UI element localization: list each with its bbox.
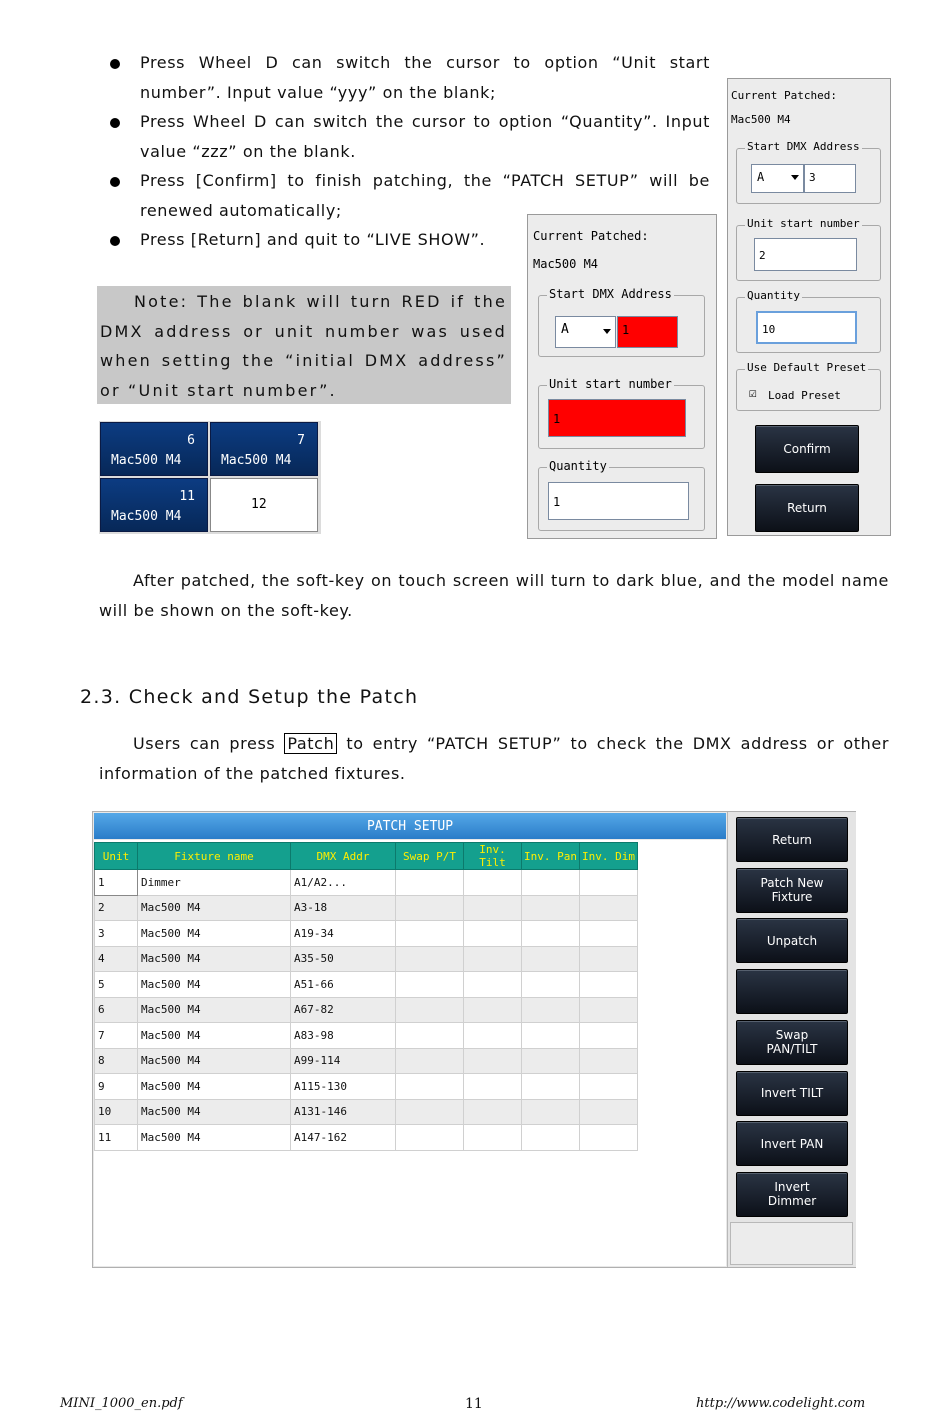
table-cell [464,870,522,896]
softkey-6[interactable] [100,422,208,476]
table-cell [464,1125,522,1151]
bullet-item [110,48,710,107]
table-cell [396,921,464,947]
table-row[interactable] [95,1023,638,1049]
table-cell: A51-66 [291,972,396,998]
patch-table-area [94,840,726,1266]
unit-start-legend: Unit start number [747,217,860,230]
softkey-7[interactable] [210,422,318,476]
table-cell [580,997,638,1023]
table-cell: A131-146 [291,1099,396,1125]
table-cell [396,1099,464,1125]
table-cell [396,1048,464,1074]
softkey-number: 11 [179,489,195,504]
universe-select[interactable]: A [751,164,804,193]
current-patched-value: Mac500 M4 [731,113,791,126]
table-cell [396,1074,464,1100]
table-cell [522,946,580,972]
table-cell [464,997,522,1023]
table-cell: 9 [95,1074,138,1100]
table-cell [396,997,464,1023]
bullet-dot-icon [110,118,120,128]
load-preset-checkbox[interactable]: ☑ [749,386,757,401]
patch-setup-title: PATCH SETUP [94,813,726,839]
load-preset-label: Load Preset [768,389,841,402]
table-cell: 1 [95,870,138,896]
dmx-address-group [736,140,881,204]
table-row[interactable] [95,921,638,947]
table-cell [580,921,638,947]
table-row[interactable] [95,946,638,972]
table-cell: Mac500 M4 [138,1048,291,1074]
patch-dialog-red [527,214,717,539]
table-cell [522,972,580,998]
table-cell [464,895,522,921]
dmx-address-input[interactable]: 1 [617,316,678,348]
unit-start-legend: Unit start number [549,377,672,391]
table-cell [464,972,522,998]
table-cell [522,1074,580,1100]
quantity-group [736,289,881,353]
bullet-text: Press Wheel D can switch the cursor to option “Quantity”. Input value “zzz” on the blank. [140,112,710,161]
table-row[interactable] [95,895,638,921]
patch-button-panel [727,812,856,1267]
patch-dialog [727,78,891,536]
confirm-button[interactable]: Confirm [755,425,859,473]
table-cell [522,997,580,1023]
table-cell: 8 [95,1048,138,1074]
table-cell [522,1023,580,1049]
column-header: DMX Addr [291,843,396,870]
table-row[interactable] [95,1048,638,1074]
dmx-address-input[interactable]: 3 [804,164,856,193]
softkey-grid [99,421,321,534]
table-cell [396,972,464,998]
table-cell: Mac500 M4 [138,895,291,921]
chevron-down-icon [603,329,611,334]
table-cell: Mac500 M4 [138,946,291,972]
bullet-dot-icon [110,236,120,246]
table-cell [522,1125,580,1151]
column-header: Inv. Dim [580,843,638,870]
table-cell: A19-34 [291,921,396,947]
patch-table [94,842,638,1151]
table-cell [522,1048,580,1074]
quantity-input[interactable]: 10 [756,311,857,344]
table-cell: 5 [95,972,138,998]
patch-key: Patch [284,733,337,754]
unit-start-group [736,217,881,281]
current-patched-label: Current Patched: [533,229,649,243]
table-row[interactable] [95,1099,638,1125]
table-cell: Mac500 M4 [138,1074,291,1100]
table-cell: A83-98 [291,1023,396,1049]
table-cell [464,946,522,972]
table-cell [580,946,638,972]
table-cell: 2 [95,895,138,921]
table-cell [396,870,464,896]
table-cell [580,1048,638,1074]
chevron-down-icon [791,175,799,180]
table-cell [464,1048,522,1074]
patch-action-button[interactable]: Swap PAN/TILT [736,1020,848,1065]
note-box: Note: The blank will turn RED if the DMX address or unit number was used when setting the “initial DMX address” or “Unit start number”. [97,286,511,404]
bullet-text: Press Wheel D can switch the cursor to option “Unit start number”. Input value “yyy” on the blank; [140,53,710,102]
patch-action-button[interactable]: Invert Dimmer [736,1172,848,1217]
table-cell: 10 [95,1099,138,1125]
current-patched-value: Mac500 M4 [533,257,599,271]
table-cell: Mac500 M4 [138,997,291,1023]
softkey-number: 12 [251,497,267,512]
table-cell: Mac500 M4 [138,1023,291,1049]
current-patched-label: Current Patched: [731,89,837,102]
table-cell: A3-18 [291,895,396,921]
table-cell: Mac500 M4 [138,972,291,998]
table-cell [396,1125,464,1151]
dmx-address-group [538,287,705,357]
patch-setup-screen [92,811,856,1268]
table-cell: Mac500 M4 [138,921,291,947]
column-header: Swap P/T [396,843,464,870]
table-row[interactable] [95,1074,638,1100]
table-cell [522,895,580,921]
universe-select[interactable]: A [555,316,616,348]
softkey-number: 6 [187,433,195,448]
table-cell: 11 [95,1125,138,1151]
column-header: Inv. Pan [522,843,580,870]
column-header: Unit [95,843,138,870]
table-cell [396,1023,464,1049]
table-cell: 3 [95,921,138,947]
quantity-input[interactable]: 1 [548,482,689,520]
quantity-legend: Quantity [549,459,607,473]
section-heading: 2.3. Check and Setup the Patch [80,686,419,708]
default-preset-legend: Use Default Preset [747,361,867,374]
after-paragraph: After patched, the soft-key on touch screen will turn to dark blue, and the model name will be shown on the soft-key. [99,571,889,620]
blank-panel [730,1222,853,1265]
unit-start-input[interactable]: 1 [548,399,686,437]
bullet-text: Press [Confirm] to finish patching, the “PATCH SETUP” will be renewed automatically; [140,171,710,220]
patch-action-button[interactable]: Unpatch [736,918,848,963]
table-cell: A115-130 [291,1074,396,1100]
patch-action-button[interactable] [736,969,848,1014]
softkey-number: 7 [297,433,305,448]
users-paragraph: Users can press Patch to entry “PATCH SETUP” to check the DMX address or other information of the patched fixtures. [99,734,889,783]
table-cell: Mac500 M4 [138,1099,291,1125]
unit-start-input[interactable]: 2 [754,238,857,271]
table-cell: A67-82 [291,997,396,1023]
table-cell [396,895,464,921]
softkey-model: Mac500 M4 [111,509,182,524]
patch-action-button[interactable]: Patch New Fixture [736,868,848,913]
table-cell [580,1125,638,1151]
bullet-text: Press [Return] and quit to “LIVE SHOW”. [140,230,486,249]
bullet-item [110,107,710,166]
dmx-address-legend: Start DMX Address [747,140,860,153]
table-cell: A99-114 [291,1048,396,1074]
table-cell [464,1023,522,1049]
table-cell [580,972,638,998]
quantity-group [538,459,705,531]
dmx-address-legend: Start DMX Address [549,287,672,301]
table-cell [522,921,580,947]
default-preset-group [736,361,881,411]
bullet-dot-icon [110,59,120,69]
table-cell [464,921,522,947]
table-cell [580,1099,638,1125]
page-number: 11 [465,1396,483,1412]
footer-url: http://www.codelight.com [696,1396,866,1411]
table-cell [464,1074,522,1100]
patch-action-button[interactable]: Invert TILT [736,1071,848,1116]
softkey-model: Mac500 M4 [111,453,182,468]
table-cell [580,870,638,896]
softkey-model: Mac500 M4 [221,453,292,468]
table-row[interactable] [95,1125,638,1151]
patch-action-button[interactable]: Return [736,817,848,862]
table-row[interactable] [95,997,638,1023]
table-cell: A35-50 [291,946,396,972]
return-button[interactable]: Return [755,484,859,532]
softkey-12[interactable] [210,478,318,532]
unit-start-group [538,377,705,449]
table-cell: 4 [95,946,138,972]
table-cell [580,1074,638,1100]
table-cell [522,1099,580,1125]
table-cell [396,946,464,972]
footer-filename: MINI_1000_en.pdf [60,1396,183,1411]
table-cell [522,870,580,896]
column-header: Inv. Tilt [464,843,522,870]
column-header: Fixture name [138,843,291,870]
table-cell: Mac500 M4 [138,1125,291,1151]
table-row[interactable] [95,972,638,998]
table-cell [464,1099,522,1125]
table-cell: A1/A2... [291,870,396,896]
patch-action-button[interactable]: Invert PAN [736,1121,848,1166]
softkey-11[interactable] [100,478,208,532]
table-cell: 6 [95,997,138,1023]
quantity-legend: Quantity [747,289,800,302]
table-cell: Dimmer [138,870,291,896]
table-cell [580,1023,638,1049]
table-cell [580,895,638,921]
table-row[interactable] [95,870,638,896]
bullet-dot-icon [110,177,120,187]
table-cell: A147-162 [291,1125,396,1151]
table-cell: 7 [95,1023,138,1049]
